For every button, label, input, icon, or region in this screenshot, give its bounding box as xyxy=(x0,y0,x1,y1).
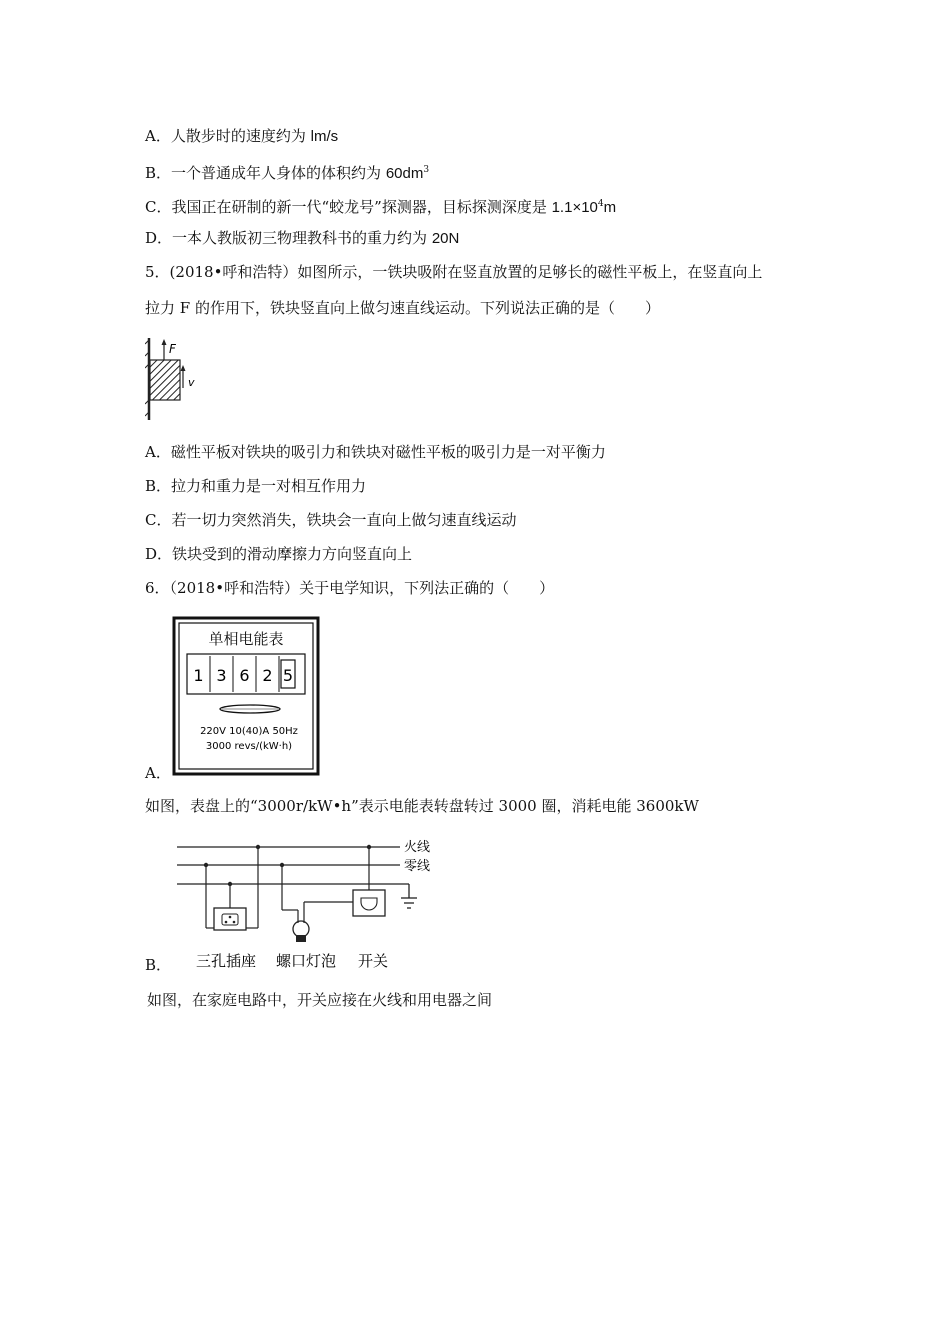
meter-spec-1: 220V 10(40)A 50Hz xyxy=(200,726,298,737)
socket-box xyxy=(214,908,246,930)
q4-option-b: B．一个普通成年人身体的体积约为 $60dm^3$ xyxy=(145,164,430,182)
q4-option-d: D．一本人教版初三物理教科书的重力约为 20N xyxy=(145,229,460,247)
meter-spec-2: 3000 revs/(kW·h) xyxy=(205,741,293,752)
bulb-label: 螺口灯泡 xyxy=(276,952,337,970)
q4-option-a: A．人散步时的速度约为 lm/s xyxy=(145,127,339,145)
meter-digit-4: 2 xyxy=(262,666,273,685)
meter-digit-1: 1 xyxy=(193,666,204,685)
q5-stem-line2: 拉力 F 的作用下，铁块竖直向上做匀速直线运动。下列说法正确的是（ ） xyxy=(145,299,660,317)
q4-option-c: C．我国正在研制的新一代“蛟龙号”探测器，目标探测深度是 $1.1\times 10^4m$ xyxy=(145,198,617,216)
q6-option-b-label: B． xyxy=(145,956,172,974)
q6-option-a-text: 如图，表盘上的“3000r/kW•h”表示电能表转盘转过 3000 圈，消耗电能 3600kW xyxy=(145,797,699,815)
bulb-base xyxy=(296,935,306,942)
iron-block xyxy=(150,360,180,400)
q5-stem-line1: 5．(2018•呼和浩特）如图所示，一铁块吸附在竖直放置的足够长的磁性平板上，在竖直向上 xyxy=(145,263,763,281)
meter-digit-2: 3 xyxy=(216,666,227,685)
electric-meter-figure xyxy=(172,616,320,776)
force-label: F xyxy=(169,342,176,356)
meter-digit-3: 6 xyxy=(239,666,250,685)
q6-option-b-text: 如图，在家庭电路中，开关应接在火线和用电器之间 xyxy=(147,991,493,1009)
neutral-label: 零线 xyxy=(404,859,431,874)
switch-box xyxy=(353,890,385,916)
q5-option-c: C．若一切力突然消失，铁块会一直向上做匀速直线运动 xyxy=(145,511,517,529)
meter-title: 单相电能表 xyxy=(208,630,284,648)
socket-label: 三孔插座 xyxy=(196,952,257,970)
meter-digit-5: 5 xyxy=(282,666,294,685)
q6-stem: 6．（2018•呼和浩特）关于电学知识，下列法正确的（ ） xyxy=(145,579,555,597)
switch-label: 开关 xyxy=(358,952,389,970)
q5-option-a: A．磁性平板对铁块的吸引力和铁块对磁性平板的吸引力是一对平衡力 xyxy=(145,443,606,461)
velocity-label: v xyxy=(188,376,195,389)
live-label: 火线 xyxy=(404,840,431,855)
q5-option-d: D．铁块受到的滑动摩擦力方向竖直向上 xyxy=(145,545,413,563)
q6-option-a-label: A． xyxy=(145,764,171,782)
household-circuit-figure xyxy=(172,832,452,972)
bulb-glass xyxy=(293,921,309,937)
q5-option-b: B．拉力和重力是一对相互作用力 xyxy=(145,477,367,495)
magnet-block-figure xyxy=(145,336,205,422)
